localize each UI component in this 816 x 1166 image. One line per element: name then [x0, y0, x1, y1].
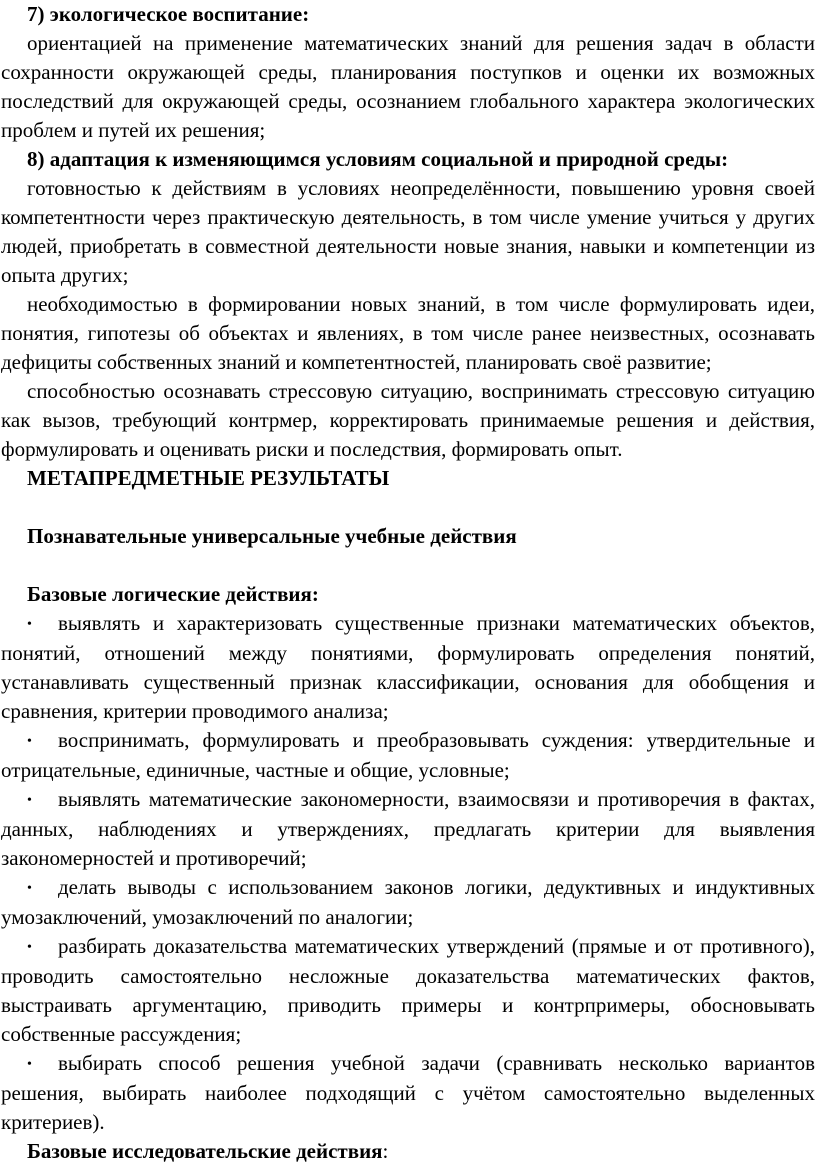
list-item [1, 932, 815, 1049]
cognitive-actions-heading: Познавательные универсальные учебные действия [27, 524, 517, 548]
section8-heading: 8) адаптация к изменяющимся условиям социальной и природной среды: [27, 147, 729, 171]
bullet-icon: • [27, 1057, 32, 1072]
bullet-icon: • [27, 734, 32, 749]
list-item [1, 785, 815, 873]
list-item-text: выбирать способ решения учебной задачи (сравнивать несколько вариантов решения, выбирать наиболее подходящий с учётом самостоятельно выделенных критериев). [1, 1051, 815, 1134]
list-item-text: выявлять и характеризовать существенные признаки математических объектов, понятий, отношений между понятиями, формулировать определения понятий, устанавливать существенный признак классификации, основания для обобщения и сравнения, критерии проводимого анализа; [1, 611, 815, 723]
bullet-icon: • [27, 793, 32, 808]
section8-paragraph-3: способностью осознавать стрессовую ситуацию, воспринимать стрессовую ситуацию как вызов, требующий контрмер, корректировать принимаемые решения и действия, формулировать и оценивать риски и последствия, формировать опыт. [1, 379, 815, 461]
section7-heading: 7) экологическое воспитание: [27, 2, 310, 26]
meta-results-heading: МЕТАПРЕДМЕТНЫЕ РЕЗУЛЬТАТЫ [27, 466, 390, 490]
section8-paragraph-1: готовностью к действиям в условиях неопределённости, повышению уровня своей компетентности через практическую деятельность, в том числе умение учиться у других людей, приобретать в совместной деятельности новые знания, навыки и компетенции из опыта других; [1, 176, 815, 287]
bullet-icon: • [27, 940, 32, 955]
list-item-text: разбирать доказательства математических утверждений (прямые и от противного), проводить самостоятельно несложные доказательства математических фактов, выстраивать аргументацию, приводить примеры и контрпримеры, обосновывать собственные рассуждения; [1, 934, 815, 1046]
research-heading-colon: : [382, 1139, 389, 1163]
spacer [1, 493, 815, 522]
section7-text: ориентацией на применение математических знаний для решения задач в области сохранности окружающей среды, планирования поступков и оценки их возможных последствий для окружающей среды, осознанием глобального характера экологических проблем и путей их решения; [1, 31, 815, 142]
section8-paragraph-2: необходимостью в формировании новых знаний, в том числе формулировать идеи, понятия, гипотезы об объектах и явлениях, в том числе ранее неизвестных, осознавать дефициты собственных знаний и компетентностей, планировать своё развитие; [1, 292, 815, 374]
list-item-text: воспринимать, формулировать и преобразовывать суждения: утвердительные и отрицательные, единичные, частные и общие, условные; [1, 728, 815, 782]
list-item-text: выявлять математические закономерности, взаимосвязи и противоречия в фактах, данных, наблюдениях и утверждениях, предлагать критерии для выявления закономерностей и противоречий; [1, 787, 815, 870]
bullet-icon: • [27, 617, 32, 632]
spacer [1, 551, 815, 580]
research-heading-text: Базовые исследовательские действия [27, 1139, 383, 1163]
bullet-icon: • [27, 881, 32, 896]
research-actions-heading [1, 1137, 815, 1166]
list-item [1, 1049, 815, 1137]
list-item [1, 609, 815, 726]
logic-actions-heading: Базовые логические действия: [27, 582, 319, 606]
list-item [1, 873, 815, 932]
list-item-text: делать выводы с использованием законов логики, дедуктивных и индуктивных умозаключений, умозаключений по аналогии; [1, 875, 815, 929]
list-item [1, 726, 815, 785]
